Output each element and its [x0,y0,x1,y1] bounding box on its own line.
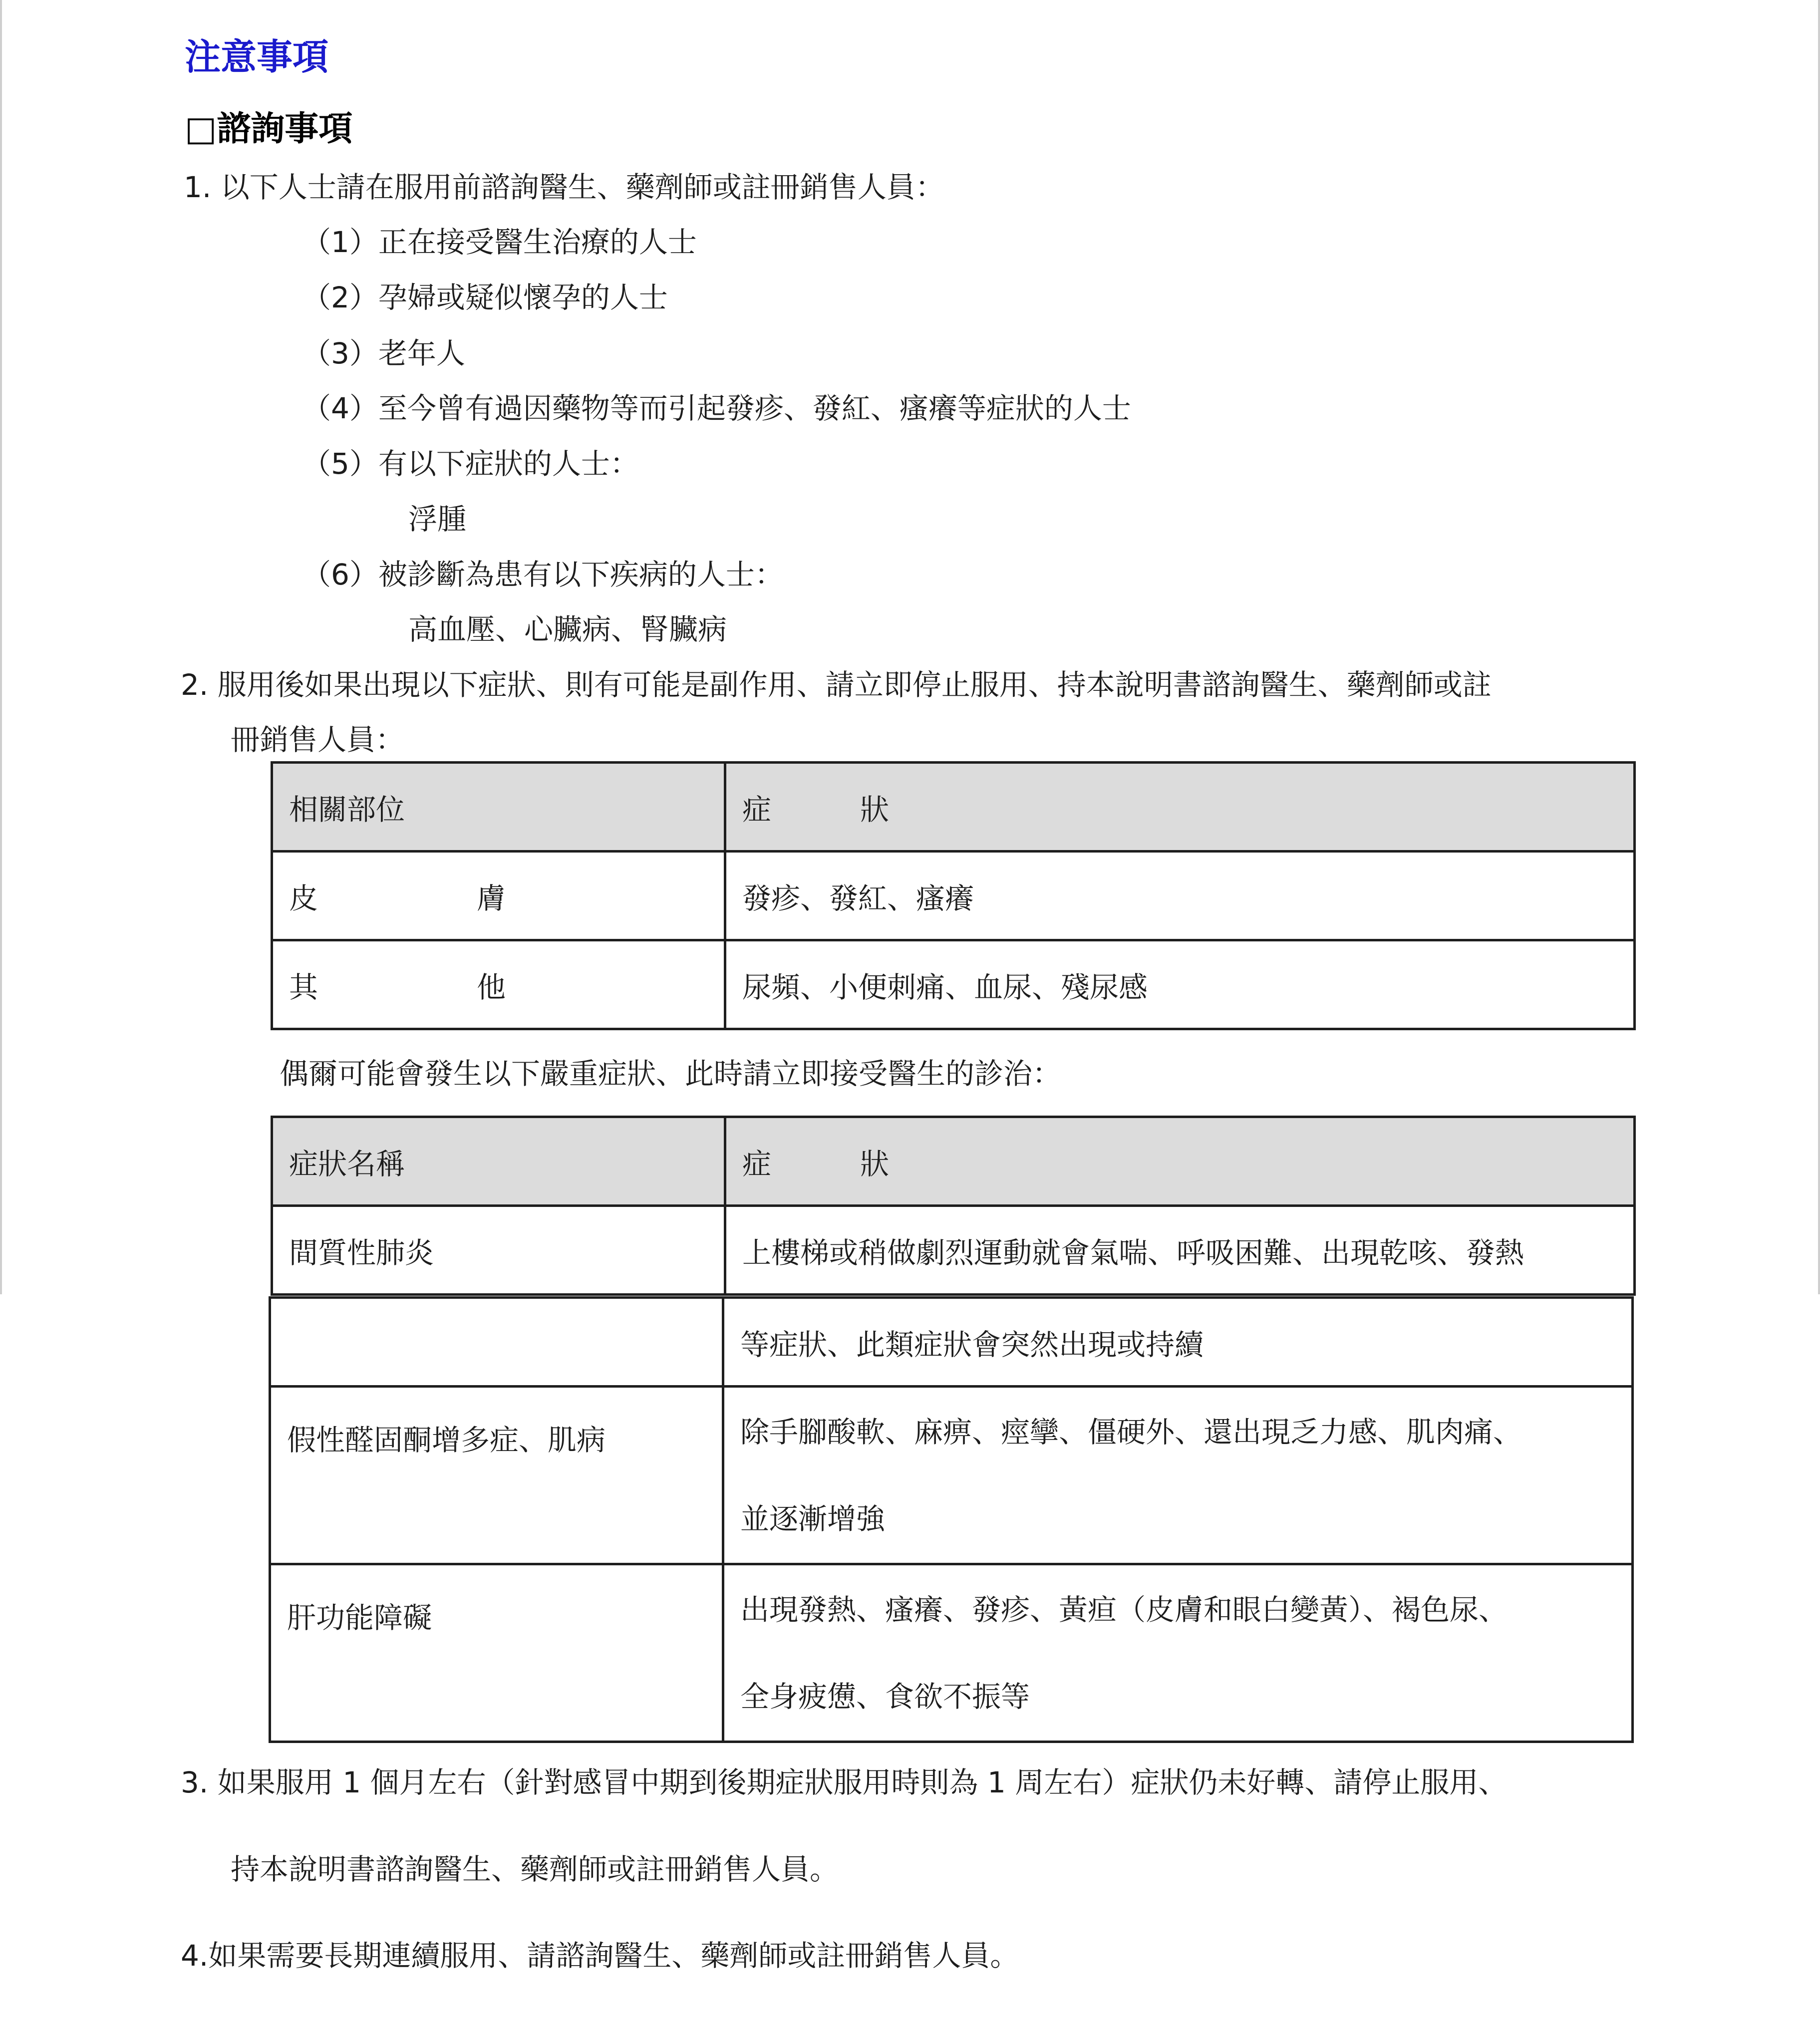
table-cell-symptom [723,1387,1633,1564]
table-cell-condition: 肝功能障礙 [270,1564,723,1742]
item-1-sub-5-detail: 浮腫 [408,502,467,536]
serious-symptoms-table [271,1116,1636,1296]
table-row [272,1206,1635,1295]
table-cell-condition: 間質性肺炎 [272,1206,725,1295]
item-1-sub-2: （2）孕婦或疑似懷孕的人士 [302,281,668,314]
item-3-line-1: 3. 如果服用 1 個月左右（針對感冒中期到後期症狀服用時則為 1 周左右）症狀仍未好轉、請停止服用、 [181,1765,1508,1799]
table-row [272,852,1635,940]
table-header-cell: 相關部位 [272,763,725,852]
item-1-sub-1: （1）正在接受醫生治療的人士 [302,225,697,259]
table-cell-body-part: 其 他 [272,940,725,1029]
item-4-text: 4.如果需要長期連續服用、請諮詢醫生、藥劑師或註冊銷售人員。 [181,1939,1019,1973]
item-2-line-2: 冊銷售人員： [231,723,405,757]
table-row [272,940,1635,1029]
table-cell-symptom: 尿頻、小便刺痛、血尿、殘尿感 [725,940,1635,1029]
page-edge-left [0,0,2,1295]
table-header-row [272,1117,1635,1206]
table-cell-condition: 假性醛固酮增多症、肌病 [270,1387,723,1564]
side-effects-table [271,761,1636,1030]
table-cell-symptom: 等症狀、此類症狀會突然出現或持續 [723,1298,1633,1387]
section-title: 注意事項 [185,36,329,78]
item-1-text: 1. 以下人士請在服用前諮詢醫生、藥劑師或註冊銷售人員： [184,170,944,204]
table-cell-symptom: 發疹、發紅、瘙癢 [725,852,1635,940]
item-1-sub-6-detail: 高血壓、心臟病、腎臟病 [408,612,727,646]
table-row [270,1298,1633,1387]
item-1-sub-5: （5）有以下症狀的人士： [302,447,639,481]
item-1-sub-3: （3）老年人 [302,336,465,370]
symptom-line-2: 全身疲憊、食欲不振等 [740,1679,1030,1714]
item-1-sub-6: （6）被診斷為患有以下疾病的人士： [302,558,784,591]
page-edge-right [1818,0,1820,1295]
table-cell-symptom [723,1564,1633,1742]
symptom-line-1: 除手腳酸軟、麻痹、痙攣、僵硬外、還出現乏力感、肌肉痛、 [740,1415,1522,1449]
table-row [270,1387,1633,1564]
subsection-title: □諮詢事項 [185,109,353,149]
table-row [270,1564,1633,1742]
table-cell-condition [270,1298,723,1387]
item-3-line-2: 持本說明書諮詢醫生、藥劑師或註冊銷售人員。 [231,1852,839,1886]
symptom-line-1: 出現發熱、瘙癢、發疹、黃疸（皮膚和眼白變黃）、褐色尿、 [740,1592,1508,1627]
serious-symptoms-note: 偶爾可能會發生以下嚴重症狀、此時請立即接受醫生的診治： [280,1057,1062,1091]
table-header-cell: 症 狀 [725,1117,1635,1206]
item-1-sub-4: （4）至今曾有過因藥物等而引起發疹、發紅、瘙癢等症狀的人士 [302,391,1131,425]
table-cell-body-part: 皮 膚 [272,852,725,940]
item-2-line-1: 2. 服用後如果出現以下症狀、則有可能是副作用、請立即停止服用、持本說明書諮詢醫生、藥劑師或註 [181,668,1492,702]
table-cell-symptom: 上樓梯或稍做劇烈運動就會氣喘、呼吸困難、出現乾咳、發熱 [725,1206,1635,1295]
serious-symptoms-table-continued [269,1296,1634,1743]
table-header-row [272,763,1635,852]
symptom-line-2: 並逐漸增強 [740,1501,886,1536]
table-header-cell: 症 狀 [725,763,1635,852]
table-header-cell: 症狀名稱 [272,1117,725,1206]
